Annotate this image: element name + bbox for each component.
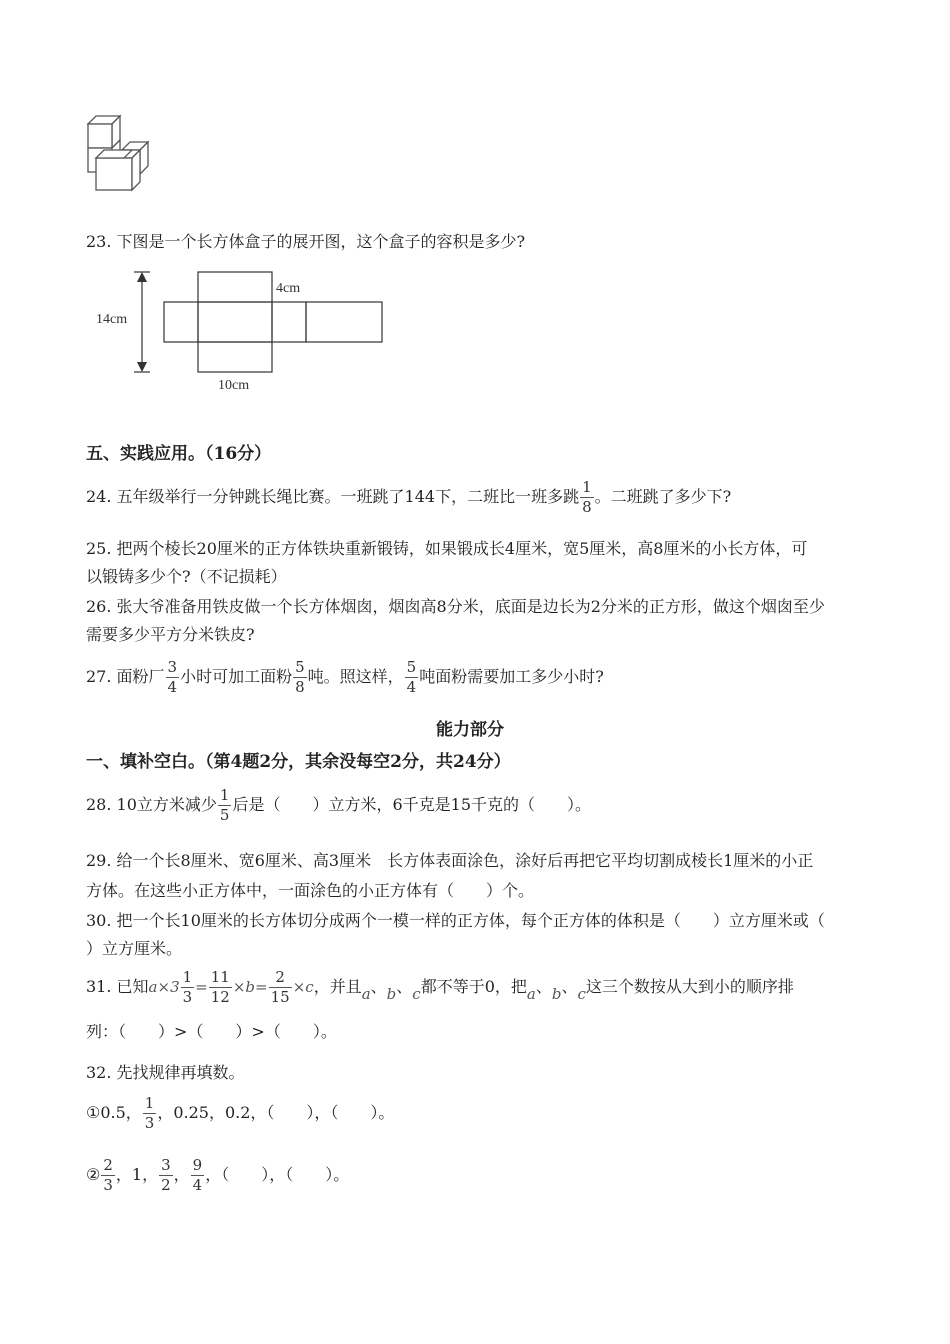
box-net-diagram: [90, 262, 400, 394]
label-4cm: 4cm: [276, 281, 301, 296]
section-5-title: 五、实践应用。（16分）: [86, 444, 272, 464]
sequence-1: ①0.5， $\frac{1}{3}$ ，0.25，0.2，（ ），（ ）。: [86, 1094, 395, 1132]
question-24: 24. 五年级举行一分钟跳长绳比赛。一班跳了144下，二班比一班多跳 $\frac{1}{8}$ 。二班跳了多少下?: [86, 478, 732, 516]
question-29: 29. 给一个长8厘米、宽6厘米、高3厘米 长方体表面涂色，涂好后再把它平均切割成棱长1厘米的小正 方体。在这些小正方体中，一面涂色的小正方体有（ ）个。: [86, 851, 814, 900]
label-14cm: 14cm: [96, 312, 128, 327]
question-32: 32. 先找规律再填数。: [86, 1063, 245, 1082]
question-31: 31. 已知a×3 $\frac{1}{3}$ = $\frac{11}{12}$ ×b= $\frac{2}{15}$ ×c，并且a、b、c都不等于0，把a、b、c这三个数按从大到小的顺序排 列：（ ）>（ ）>（ ）。: [86, 968, 794, 1041]
label-10cm: 10cm: [218, 378, 250, 393]
fraction: $\frac{1}{8}$: [582, 478, 592, 516]
question-28: 28. 10立方米减少 $\frac{1}{5}$ 后是（ ）立方米，6千克是15千克的（ ）。: [86, 786, 591, 824]
question-23: 23. 下图是一个长方体盒子的展开图，这个盒子的容积是多少?: [86, 232, 526, 251]
cube-stack-figure: [80, 112, 154, 196]
question-30: 30. 把一个长10厘米的长方体切分成两个一模一样的正方体，每个正方体的体积是（ ）立方厘米或（ ）立方厘米。: [86, 911, 825, 958]
sequence-2: ② $\frac{2}{3}$ ，1， $\frac{3}{2}$ ， $\frac{9}{4}$ ，（ ），（ ）。: [86, 1156, 350, 1194]
ability-part-title: 能力部分: [436, 720, 504, 740]
question-26: 26. 张大爷准备用铁皮做一个长方体烟囱，烟囱高8分米，底面是边长为2分米的正方形，做这个烟囱至少 需要多少平方分米铁皮?: [86, 597, 825, 644]
question-27: 27. 面粉厂 $\frac{3}{4}$ 小时可加工面粉 $\frac{5}{8}$ 吨。照这样， $\frac{5}{4}$ 吨面粉需要加工多少小时?: [86, 658, 604, 696]
question-25: 25. 把两个棱长20厘米的正方体铁块重新锻铸，如果锻成长4厘米，宽5厘米，高8厘米的小长方体，可 以锻铸多少个?（不记损耗）: [86, 539, 808, 586]
section-1-title: 一、填补空白。（第4题2分，其余没每空2分，共24分）: [86, 752, 511, 772]
